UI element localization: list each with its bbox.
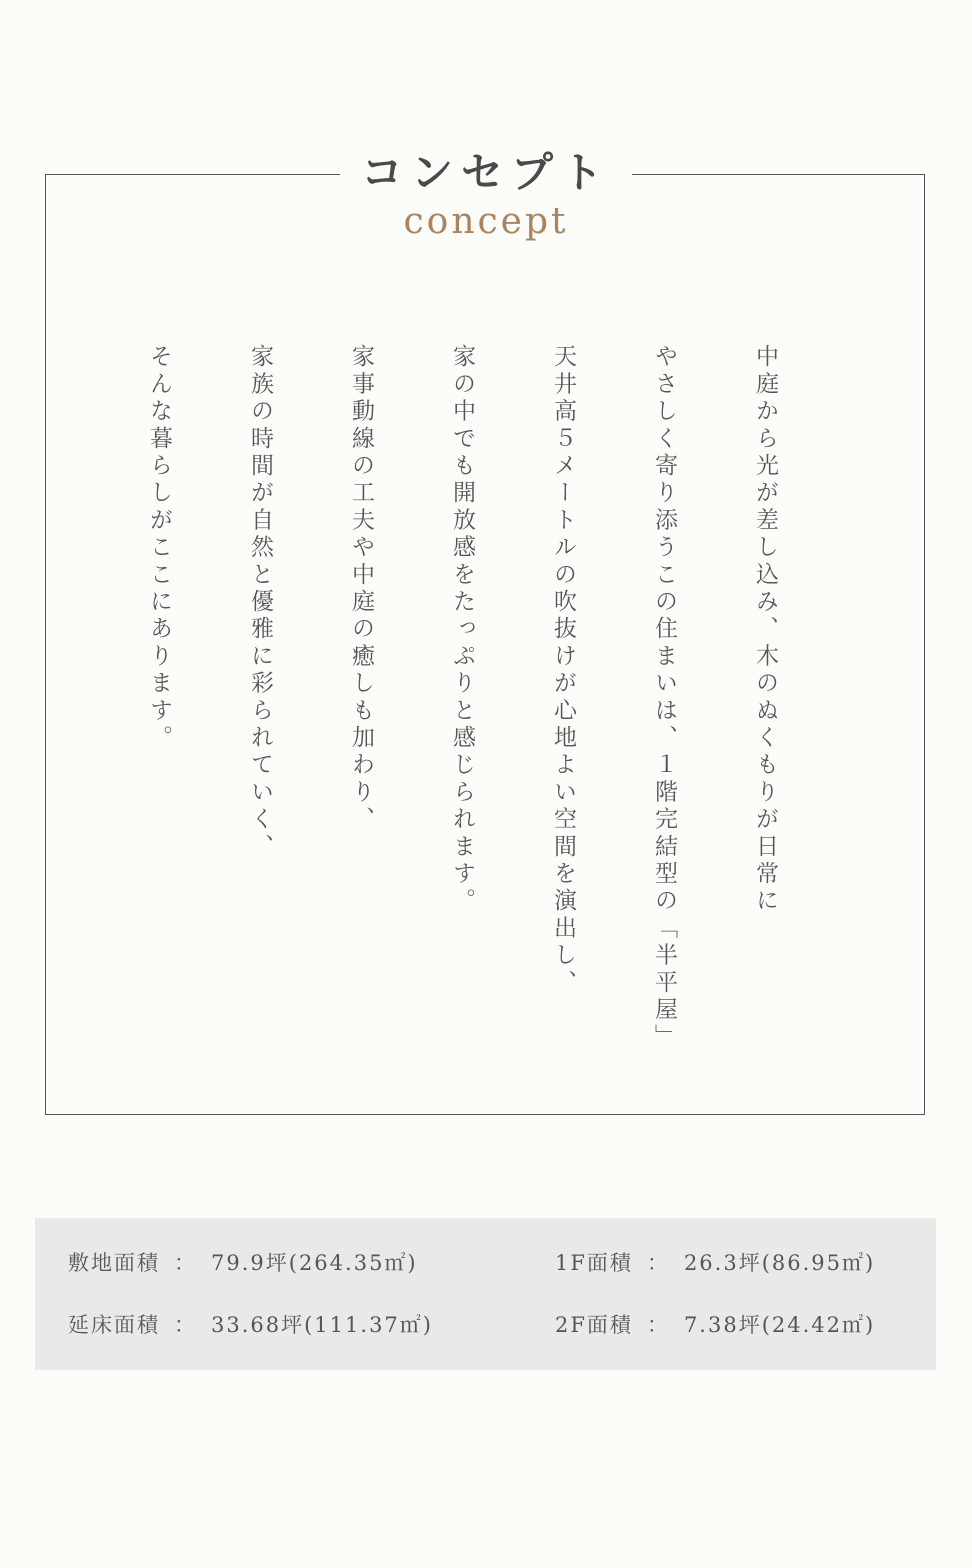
- concept-body: [146, 344, 815, 1064]
- spec-value: 7.38坪(24.42㎡): [683, 1313, 876, 1337]
- concept-line: 天井高５メートルの吹抜けが心地よい空間を演出し、: [550, 344, 576, 997]
- title-japanese: コンセプト: [360, 148, 611, 197]
- spec-1f-area: [555, 1248, 875, 1278]
- spec-label: 延床面積: [68, 1313, 160, 1337]
- spec-label: 敷地面積: [68, 1251, 160, 1275]
- spec-site-area: [68, 1248, 418, 1278]
- concept-line: やさしく寄り添うこの住まいは、１階完結型の「半平屋」: [651, 344, 677, 1052]
- spec-value: 33.68坪(111.37㎡): [211, 1313, 433, 1337]
- spec-total-floor-area: [68, 1310, 433, 1340]
- spec-separator: ：: [646, 1251, 670, 1275]
- spec-separator: ：: [174, 1251, 197, 1275]
- spec-separator: ：: [646, 1313, 670, 1337]
- concept-line: 家族の時間が自然と優雅に彩られていく、: [247, 344, 273, 861]
- concept-heading: [340, 140, 632, 250]
- spec-label: 1F面積: [555, 1251, 633, 1275]
- title-english: concept: [403, 201, 569, 242]
- spec-value: 26.3坪(86.95㎡): [683, 1251, 876, 1275]
- concept-line: 家の中でも開放感をたっぷりと感じられます。: [449, 344, 475, 916]
- spec-value: 79.9坪(264.35㎡): [211, 1251, 418, 1275]
- spec-label: 2F面積: [555, 1313, 633, 1337]
- concept-line: 家事動線の工夫や中庭の癒しも加わり、: [348, 344, 374, 834]
- spec-separator: ：: [174, 1313, 197, 1337]
- concept-line: 中庭から光が差し込み、木のぬくもりが日常に: [752, 344, 778, 916]
- property-specs: [35, 1218, 936, 1370]
- spec-2f-area: [555, 1310, 875, 1340]
- concept-line: そんな暮らしがここにあります。: [146, 344, 172, 752]
